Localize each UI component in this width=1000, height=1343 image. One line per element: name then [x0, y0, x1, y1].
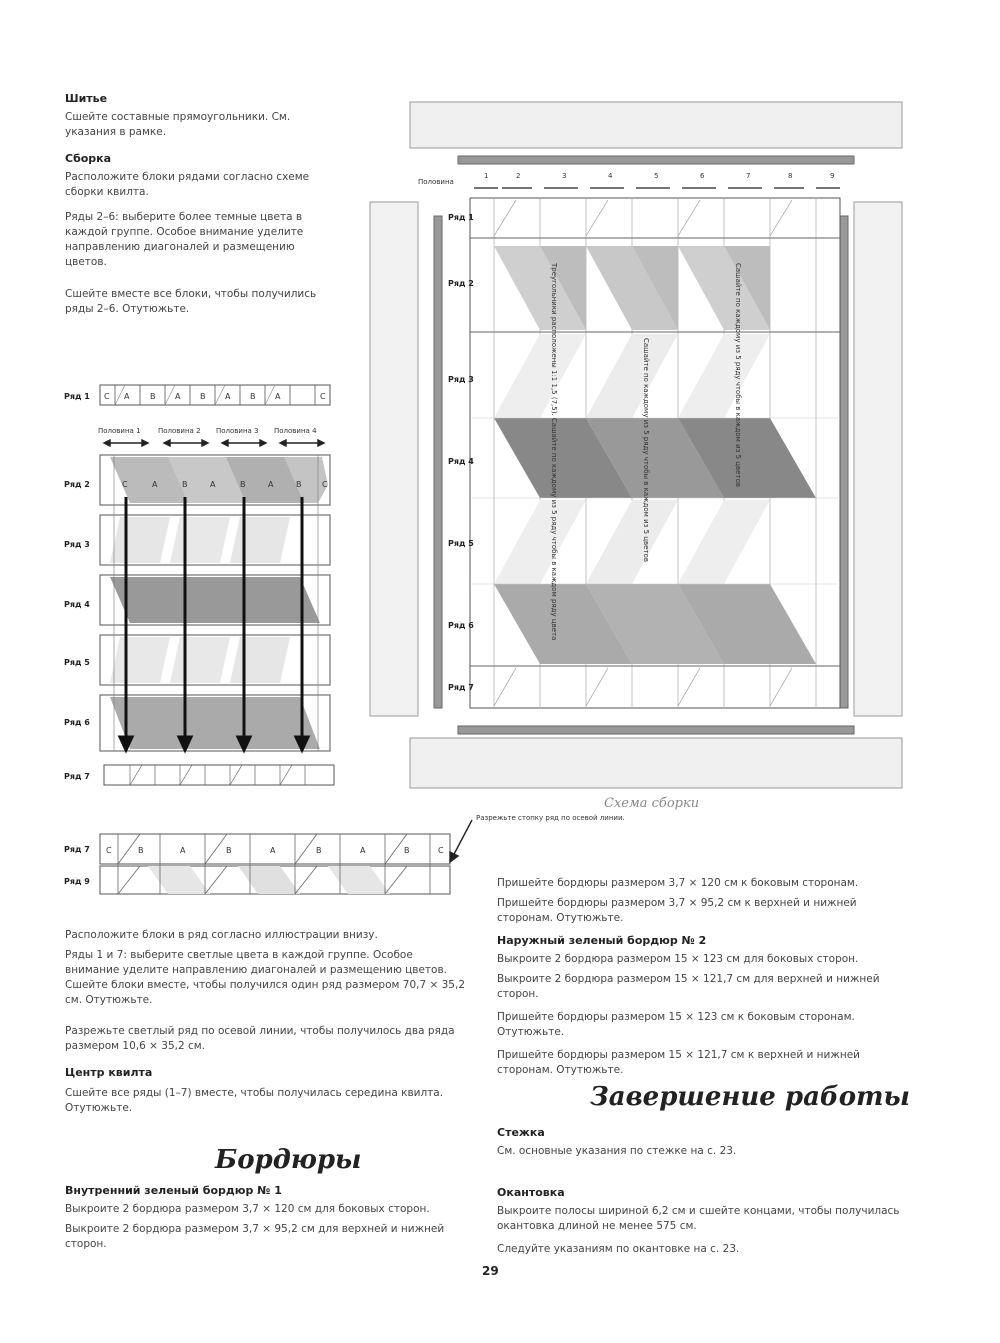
heading-stitch: Стежка — [497, 1126, 545, 1139]
row1-cell: A — [225, 392, 231, 401]
row1-cell: A — [124, 392, 130, 401]
row7-cell: B — [316, 846, 322, 855]
row7-cell: A — [180, 846, 186, 855]
row1-cell: C — [320, 392, 326, 401]
half-label: Половина — [418, 178, 454, 186]
row7-strip — [104, 765, 334, 785]
page-number: 29 — [482, 1264, 499, 1278]
text-edge-1: Выкроите полосы шириной 6,2 см и сшейте концами, чтобы получилась окантовка длиной не менее 575 см. — [497, 1205, 900, 1232]
row-label: Ряд 7 — [64, 772, 90, 781]
col-num: 2 — [516, 172, 521, 180]
row-label: Ряд 1 — [448, 213, 474, 222]
text-inner-1: Выкроите 2 бордюра размером 3,7 × 120 см для боковых сторон. — [65, 1203, 430, 1215]
col-num: 1 — [484, 172, 489, 180]
text-lb-2: Ряды 1 и 7: выберите светлые цвета в каждой группе. Особое внимание уделите направлению диагоналей и размещению цветов. Сшейте блоки вместе, чтобы получился один ряд размером 70,7 × 35,2 см. Отутюжьте. — [65, 949, 466, 1006]
row7-cell: B — [226, 846, 232, 855]
vertical-note: Сашайте по каждому из 5 ряду чтобы в каждом из 5 цветов — [642, 338, 650, 562]
text-sshit: Сшейте вместе все блоки, чтобы получились ряды 2–6. Отутюжьте. — [65, 288, 317, 315]
row-label: Ряд 3 — [64, 540, 90, 549]
row-label: Ряд 7 — [448, 683, 474, 692]
row-label: Ряд 2 — [448, 279, 474, 288]
col-num: 9 — [830, 172, 835, 180]
row2-cell: B — [296, 480, 302, 489]
text-shit: Сшейте составные прямоугольники. См. указания в рамке. — [65, 111, 291, 138]
text-rb-1: Пришейте бордюры размером 3,7 × 120 см к боковым сторонам. — [497, 877, 859, 889]
row1-strip — [100, 385, 330, 405]
row-label: Ряд 6 — [64, 718, 90, 727]
row2-cell: B — [240, 480, 246, 489]
title-borders: Бордюры — [215, 1145, 362, 1175]
heading-sborka: Сборка — [65, 152, 112, 165]
row-label: Ряд 6 — [448, 621, 474, 630]
row-label: Ряд 4 — [448, 457, 474, 466]
right-inner-border — [840, 216, 848, 708]
diagram-caption: Схема сборки — [604, 796, 700, 811]
half-label: Половина 3 — [216, 427, 259, 435]
row2-cell: A — [268, 480, 274, 489]
column-numbers — [484, 172, 834, 180]
row-label: Ряд 7 — [64, 845, 90, 854]
text-rb-5: Пришейте бордюры размером 15 × 123 см к боковым сторонам. Отутюжьте. — [497, 1011, 855, 1038]
row2-cell: A — [210, 480, 216, 489]
row2-cell: B — [182, 480, 188, 489]
row2-cell: C — [122, 480, 128, 489]
right-outer-border — [854, 202, 902, 716]
col-num: 6 — [700, 172, 705, 180]
row2-cell: A — [152, 480, 158, 489]
text-stitch: См. основные указания по стежке на с. 23. — [497, 1145, 737, 1157]
row-label: Ряд 3 — [448, 375, 474, 384]
top-outer-border — [410, 102, 902, 148]
text-rb-3: Выкроите 2 бордюра размером 15 × 123 см для боковых сторон. — [497, 953, 859, 965]
bottom-inner-border — [458, 726, 854, 734]
vertical-note: Сашайте по каждому из 5 ряду чтобы в каждом из 5 цветов — [734, 263, 742, 487]
text-ryady: Ряды 2–6: выберите более темные цвета в каждой группе. Особое внимание уделите направлению диагоналей и размещению цветов. — [65, 211, 304, 268]
row2-cell: C — [322, 480, 328, 489]
heading-shit: Шитье — [65, 92, 108, 105]
top-inner-border — [458, 156, 854, 164]
row1-cell: A — [275, 392, 281, 401]
half-label: Половина 1 — [98, 427, 141, 435]
row7-cell: C — [106, 846, 112, 855]
row-label: Ряд 9 — [64, 877, 90, 886]
row1-cell: B — [200, 392, 206, 401]
half-label: Половина 4 — [274, 427, 317, 435]
row-label: Ряд 5 — [64, 658, 90, 667]
text-rb-4: Выкроите 2 бордюра размером 15 × 121,7 см для верхней и нижней сторон. — [497, 973, 880, 1000]
annotation-arrow — [450, 820, 472, 862]
left-inner-border — [434, 216, 442, 708]
row1-cell: A — [175, 392, 181, 401]
col-num: 4 — [608, 172, 613, 180]
row1-cell: B — [150, 392, 156, 401]
heading-center: Центр квилта — [65, 1066, 153, 1079]
row7-cell: A — [270, 846, 276, 855]
row7-cell: B — [138, 846, 144, 855]
left-outer-border — [370, 202, 418, 716]
col-num: 5 — [654, 172, 659, 180]
text-rb-2: Пришейте бордюры размером 3,7 × 95,2 см к верхней и нижней сторонам. Отутюжьте. — [497, 897, 857, 924]
text-sborka: Расположите блоки рядами согласно схеме сборки квилта. — [65, 171, 310, 198]
row1-cell: C — [104, 392, 110, 401]
heading-inner-border: Внутренний зеленый бордюр № 1 — [65, 1184, 282, 1197]
half-arrows — [104, 440, 324, 446]
row7-cell: C — [438, 846, 444, 855]
vertical-note: Треугольники расположены 1:1 1,5 (7,5). Сашайте по каждому из 5 ряду чтобы в каждом ряду цвета — [550, 263, 558, 641]
text-lb-1: Расположите блоки в ряд согласно иллюстрации внизу. — [65, 929, 378, 941]
col-num: 3 — [562, 172, 567, 180]
row7-cell: B — [404, 846, 410, 855]
text-center: Сшейте все ряды (1–7) вместе, чтобы получилась середина квилта. Отутюжьте. — [65, 1087, 444, 1114]
text-edge-2: Следуйте указаниям по окантовке на с. 23. — [497, 1243, 740, 1255]
row-label: Ряд 5 — [448, 539, 474, 548]
half-label: Половина 2 — [158, 427, 201, 435]
text-lb-3: Разрежьте светлый ряд по осевой линии, чтобы получилось два ряда размером 10,6 × 35,2 см. — [65, 1025, 455, 1052]
text-inner-2: Выкроите 2 бордюра размером 3,7 × 95,2 см для верхней и нижней сторон. — [65, 1223, 445, 1250]
col-num: 7 — [746, 172, 751, 180]
row7-cell: A — [360, 846, 366, 855]
annotation-text: Разрежьте стопку ряд по осевой линии. — [476, 814, 625, 822]
heading-outer-border: Наружный зеленый бордюр № 2 — [497, 934, 707, 947]
assembly-diagram-main — [368, 98, 908, 798]
col-num: 8 — [788, 172, 793, 180]
row1-cell: B — [250, 392, 256, 401]
row-label: Ряд 4 — [64, 600, 90, 609]
assembly-diagram-small — [60, 375, 350, 795]
bottom-outer-border — [410, 738, 902, 788]
row1-label: Ряд 1 — [64, 392, 90, 401]
title-finish: Завершение работы — [590, 1082, 911, 1112]
row-label: Ряд 2 — [64, 480, 90, 489]
text-rb-6: Пришейте бордюры размером 15 × 121,7 см к верхней и нижней сторонам. Отутюжьте. — [497, 1049, 860, 1076]
heading-edge: Окантовка — [497, 1186, 565, 1199]
rows-2-6-grid — [100, 455, 330, 751]
